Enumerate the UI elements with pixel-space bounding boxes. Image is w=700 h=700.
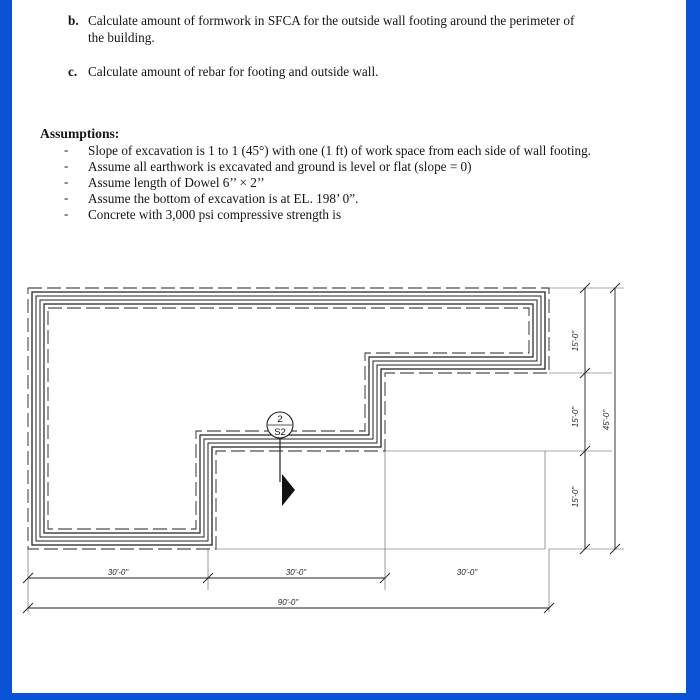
assumption-item: Assume the bottom of excavation is at EL. 198’ 0”. xyxy=(88,191,359,206)
foundation-plan-drawing xyxy=(12,0,686,693)
section-number: 2 xyxy=(277,414,283,425)
bullet-dash: - xyxy=(64,206,69,221)
assumption-item: Slope of excavation is 1 to 1 (45°) with one (1 ft) of work space from each side of wall footing. xyxy=(88,143,591,158)
dim-bottom-2: 30'-0" xyxy=(285,568,307,577)
question-b-text-line1: Calculate amount of formwork in SFCA for the outside wall footing around the perimeter of xyxy=(88,13,575,28)
dim-bottom-3: 30'-0" xyxy=(456,568,478,577)
section-sheet: S2 xyxy=(274,427,286,438)
question-c-label: c. xyxy=(68,64,78,79)
bullet-dash: - xyxy=(64,190,69,205)
assumption-item: Assume all earthwork is excavated and ground is level or flat (slope = 0) xyxy=(88,159,472,174)
question-b-text-line2: the building. xyxy=(88,30,155,45)
assumption-item: Assume length of Dowel 6’’ × 2’’ xyxy=(88,175,265,190)
dim-right-1: 15'-0" xyxy=(571,330,580,352)
question-c-text: Calculate amount of rebar for footing and outside wall. xyxy=(88,64,379,79)
section-marker xyxy=(267,412,295,506)
dim-right-overall: 45'-0" xyxy=(602,409,611,431)
dim-right-2: 15'-0" xyxy=(571,406,580,428)
grid-lines xyxy=(28,288,624,612)
dim-right-3: 15'-0" xyxy=(571,486,580,508)
bullet-dash: - xyxy=(64,174,69,189)
dim-bottom-overall: 90'-0" xyxy=(277,598,299,607)
section-arrow-icon xyxy=(282,474,295,506)
bullet-dash: - xyxy=(64,142,69,157)
assumptions-heading: Assumptions: xyxy=(40,126,120,141)
assumption-item: Concrete with 3,000 psi compressive strength is xyxy=(88,207,342,222)
bottom-dimensions xyxy=(23,573,554,613)
document-page xyxy=(12,0,686,693)
right-dimensions xyxy=(580,283,620,554)
dim-bottom-1: 30'-0" xyxy=(107,568,129,577)
question-b-label: b. xyxy=(68,13,79,28)
bullet-dash: - xyxy=(64,158,69,173)
